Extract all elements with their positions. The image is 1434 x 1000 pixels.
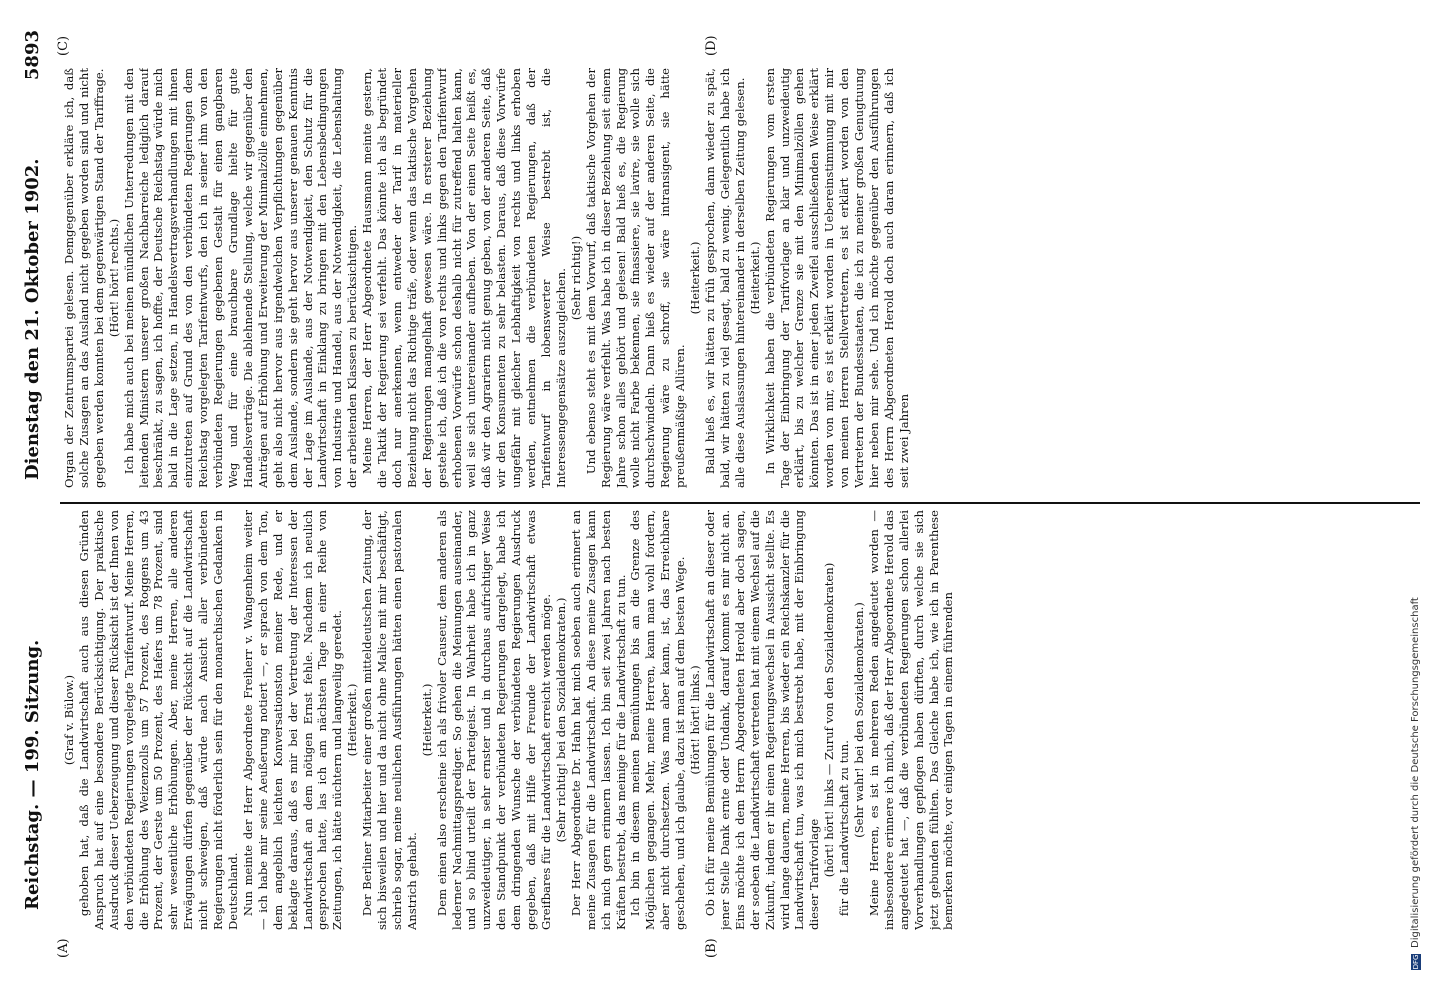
paragraph: In Wirklichkeit haben die verbündeten Regierungen vom ersten Tage der Einbringung der Tarifvorlage an klar und unzweideutig erklärt, bis zu welcher Grenze sie mit den Minimalzöllen gehen könnten. Das ist in einer jeden Zweifel ausschließenden Weise erklärt worden von mir, es ist erklärt worden in Uebereinstimmung mit mir von meinen Herren Stellvertretern, es ist erklärt worden von den Vertretern der Bundesstaaten, die ich zu meiner großen Genugtuung hier neben mir sehe. Und ich möchte gegenüber den Ausführungen des Herrn Abgeordneten Herold doch auch daran erinnern, daß ich seit zwei Jahren [762, 68, 911, 488]
speaker-heading: (Graf v. Bülow.) [62, 674, 76, 766]
interjection: (Hört! hört! rechts.) [106, 218, 121, 338]
paragraph: Nun meinte der Herr Abgeordnete Freiherr v. Wangenheim weiter — ich habe mir seine Aeußerung notiert —, er sprach von dem Ton, dem angeblich leichten Konversationston meiner Rede, und er beklagte daraus, daß es mir bei der Vertretung der Interessen der Landwirtschaft an dem nötigen Ernst fehle. Nachdem ich neulich gesprochen hatte, las ich am nächsten Tage in einer Reihe von Zeitungen, ich hätte nüchtern und langweilig geredet. [240, 510, 345, 930]
margin-mark-c: (C) [56, 35, 71, 56]
interjection: (Heiterkeit.) [747, 241, 762, 315]
margin-mark-a: (A) [56, 938, 71, 958]
interjection: (Sehr wahr! bei den Sozialdemokraten.) [852, 602, 867, 838]
left-text-column [62, 510, 1412, 930]
paragraph: Ob ich für meine Bemühungen für die Landwirtschaft an dieser oder jener Stelle Dank ernte oder Undank, darauf kommt es mir nicht an. Eins möchte ich dem Herrn Abgeordneten Herold aber doch sagen, der soeben die Landwirtschaft vertreten hat mit einem Wechsel auf die Zukunft, indem er ihr einen Regierungswechsel in Aussicht stellte. Es wird lange dauern, meine Herren, bis wieder ein Reichskanzler für die Landwirtschaft tun, was ich mich bestrebt habe, mit der Einbringung dieser Tarifvorlage [702, 510, 822, 930]
dfg-logo-icon: DFG [1411, 954, 1420, 970]
interjection: (Sehr richtig! bei den Sozialdemokraten.) [553, 597, 568, 843]
page-header [0, 0, 58, 1000]
paragraph: Und ebenso steht es mit dem Vorwurf, daß taktische Vorgehen der Regierung wäre verfehlt. Was habe ich in dieser Beziehung seit einem Jahre schon alles gehört und gelesen! Bald hieß es, die Regierung wolle nicht Farbe bekennen, sie finassiere, sie lavire, sie wolle sich durchschwindeln. Dann hieß es wieder auf der anderen Seite, die Regierung wäre zu schroff, sie wäre intransigent, sie hätte preußenmäßige Allüren. [583, 68, 688, 488]
interjection: (Heiterkeit.) [345, 683, 360, 757]
paragraph: Dem einen also erscheine ich als frivoler Causeur, dem anderen als lederner Nachmittagsprediger. So gehen die Meinungen auseinander, und so blind urteilt der Parteigeist. In Wahrheit habe ich in ganz unzweideutiger, in sehr ernster und in durchaus aufrichtiger Weise den Standpunkt der verbündeten Regierungen dargelegt, habe ich dem dringenden Wunsche der verbündeten Regierungen Ausdruck gegeben, daß mit Hilfe der Freunde der Landwirtschaft etwas Greifbares für die Landwirtschaft erreicht werden möge. [434, 510, 553, 930]
paragraph: Bald hieß es, wir hätten zu früh gesprochen, dann wieder zu spät, bald, wir hätten zu viel gesagt, bald zu wenig. Gelegentlich habe ich alle diese Auslassungen hintereinander in derselben Zeitung gelesen. [702, 68, 747, 488]
interjection: (Heiterkeit.) [419, 683, 434, 757]
interjection: (Heiterkeit.) [688, 241, 703, 315]
digitization-footer [1410, 10, 1421, 970]
paragraph: Ich habe mich auch bei meinen mündlichen Unterredungen mit den leitenden Ministern unserer großen Nachbarreiche lediglich darauf beschränkt, zu sagen, ich hoffte, der Deutsche Reichstag würde mich bald in die Lage setzen, in Handelsvertragsverhandlungen mit ihnen einzutreten auf Grund des von den verbündeten Regierungen dem Reichstag vorgelegten Tarifentwurfs, den ich in seiner ihm von den verbündeten Regierungen gegebenen Gestalt für einen gangbaren Weg und für eine brauchbare Grundlage hielte für gute Handelsverträge. Die ablehnende Stellung, welche wir gegenüber den Anträgen auf Erhöhung und Erweiterung der Minimalzölle einnehmen, geht also nicht hervor aus irgendwelchen Verpflichtungen gegenüber dem Auslande, sondern sie geht hervor aus unserer genauen Kenntnis der Lage im Auslande, aus der Notwendigkeit, den Schutz für die Landwirtschaft in Einklang zu bringen mit den Lebensbedingungen von Industrie und Handel, aus der Notwendigkeit, die Lebenshaltung der arbeitenden Klassen zu berücksichtigen. [121, 68, 360, 488]
paragraph: Meine Herren, es ist in mehreren Reden angedeutet worden — insbesondere erinnere ich mich, daß der Herr Abgeordnete Herold das angedeutet hat —, daß die verbündeten Regierungen schon allerlei Vorverhandlungen gepflogen haben dürften, durch welche sie sich jetzt gebunden fühlten. Das Gleiche habe ich, wie ich in Parenthese bemerken möchte, vor einigen Tagen in einem führenden [866, 510, 956, 930]
paragraph: Organ der Zentrumspartei gelesen. Demgegenüber erkläre ich, daß solche Zusagen an das Ausland nicht gegeben worden sind und nicht gegeben werden konnten bei dem gegenwärtigen Stand der Tariffrage. [62, 68, 106, 488]
margin-mark-d: (D) [704, 35, 719, 56]
margin-mark-b: (B) [704, 938, 719, 958]
interjection: (Sehr richtig!) [568, 235, 583, 321]
paragraph: Ich bin in diesem meinen Bemühungen bis an die Grenze des Möglichen gegangen. Mehr, meine Herren, kann man wohl fordern, aber nicht durchsetzen. Was man aber kann, ist, das Erreichbare geschehen, und ich glaube, dazu ist man auf dem besten Wege. [628, 510, 688, 930]
paragraph: Meine Herren, der Herr Abgeordnete Hausmann meinte gestern, die Taktik der Regierung sei verfehlt. Das könnte ich als begründet doch nur anerkennen, wenn entweder der Tarif in materieller Beziehung nicht das Richtige träfe, oder wenn das taktische Vorgehen der Regierungen mangelhaft gewesen wäre. In ersterer Beziehung gestehe ich, daß ich die von rechts und links gegen den Tarifentwurf erhobenen Vorwürfe schon deshalb nicht für zutreffend halten kann, weil sie sich untereinander aufheben. Von der einen Seite heißt es, daß wir den Agrariern nicht genug geben, von der anderen Seite, daß wir den Konsumenten zu sehr belasten. Daraus, daß diese Vorwürfe ungefähr mit gleicher Lebhaftigkeit von rechts und links erhoben werden, entnehmen die verbündeten Regierungen, daß der Tarifentwurf in lobenswerter Weise bestrebt ist, die Interessengegensätze auszugleichen. [360, 68, 568, 488]
digitization-credit: Digitalisierung gefördert durch die Deutsche Forschungsgemeinschaft [1410, 597, 1421, 948]
interjection: (Hört! hört! links.) [688, 665, 703, 775]
paragraph: Der Herr Abgeordnete Dr. Hahn hat mich soeben auch erinnert an meine Zusagen für die Landwirtschaft. An diese meine Zusagen kann ich mich gern erinnern lassen. Ich bin seit zwei Jahren nach besten Kräften bestrebt, das meinige für die Landwirtschaft zu tun. [568, 510, 628, 930]
header-date: Dienstag den 21. Oktober 1902. [22, 158, 43, 480]
paragraph: gehoben hat, daß die Landwirtschaft auch aus diesen Gründen Anspruch hat auf eine besondere Berücksichtigung. Der praktische Ausdruck dieser Ueberzeugung und dieser Rücksicht ist der Ihnen von den verbündeten Regierungen vorgelegte Tarifentwurf. Meine Herren, die Erhöhung des Weizenzolls um 57 Prozent, des Roggens um 43 Prozent, der Gerste um 50 Prozent, des Hafers um 78 Prozent, sind sehr wesentliche Erhöhungen. Aber, meine Herren, alle anderen Erwägungen dürfen gegenüber der Rücksicht auf die Landwirtschaft nicht schweigen, daß würde nach Ansicht aller verbündeten Regierungen nicht förderlich sein für den monarchischen Gedanken in Deutschland. [76, 510, 240, 930]
paragraph: für die Landwirtschaft zu tun. [837, 740, 852, 917]
column-divider [60, 502, 1420, 504]
interjection: (hört! hört! links — Zuruf von den Sozialdemokraten) [822, 562, 837, 878]
right-text-column [62, 68, 1412, 488]
header-session: Reichstag. — 199. Sitzung. [22, 639, 43, 910]
page-number: 5893 [22, 30, 43, 81]
paragraph: Der Berliner Mitarbeiter einer großen mitteldeutschen Zeitung, der sich bisweilen und hier und da nicht ohne Malice mit mir beschäftigt, schrieb sogar, meine neulichen Ausführungen hätten einen pastoralen Anstrich gehabt. [360, 510, 419, 930]
